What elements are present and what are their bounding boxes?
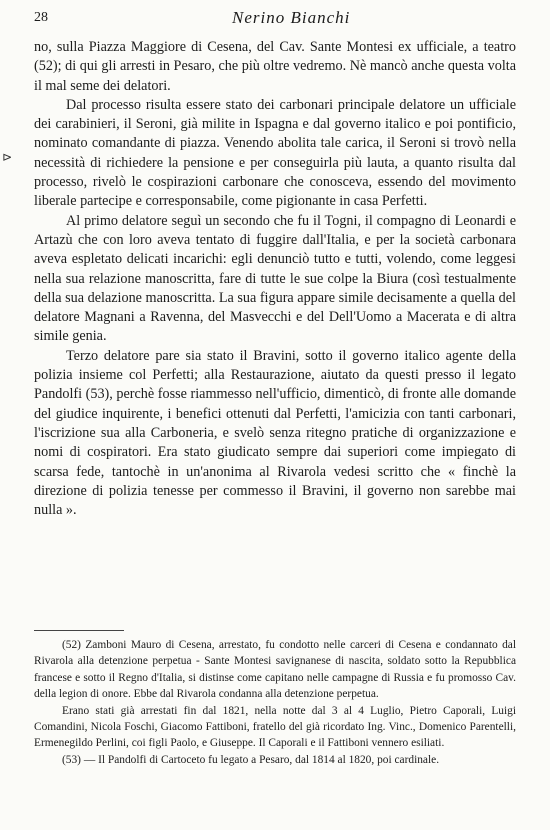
footnote-53: (53) — Il Pandolfi di Cartoceto fu legato a Pesaro, dal 1814 al 1820, poi cardinale. bbox=[62, 753, 440, 766]
margin-mark-icon: ⊳ bbox=[2, 150, 13, 164]
running-head: Nerino Bianchi bbox=[232, 8, 351, 27]
page-number: 28 bbox=[34, 10, 48, 25]
page-header bbox=[34, 4, 520, 28]
paragraph-1: no, sulla Piazza Maggiore di Cesena, del Cav. Sante Montesi ex ufficiale, a teatro (52); di qui gli arresti in Pesaro, che più oltre vedremo. Nè mancò anche questa volta il mal seme dei delatori. bbox=[34, 39, 516, 94]
paragraph-2: Dal processo risulta essere stato dei carbonari principale delatore un ufficiale dei carabinieri, il Seroni, già milite in Ispagna e dal governo italico e poi pontificio, nominato comandante di piazza. Venendo abolita tale carica, il Seroni si trovò nella necessità di richiedere la pensione e per conseguirla più lauta, a quanto risulta dal processo, rivelò le cospirazioni carbonare che conosceva, essendo del movimento liberale partecipe e corresponsabile, come pigionante in casa Perfetti. bbox=[34, 96, 516, 210]
footnote-divider bbox=[34, 630, 124, 631]
paragraph-3: Al primo delatore seguì un secondo che fu il Togni, il compagno di Leonardi e Artazù che con loro aveva tentato di fuggire dall'Italia, e per la società carbonara aveva espletato delicati incarichi: egli denunciò tutto e tutti, volendo, come leggesi nella sua relazione manoscritta, fare di tutte le sue colpe la Biura (così testualmente della sua delazione manoscritta. La sua figura appare simile decisamente a quella del delatore Magnani a Ravenna, del Masvecchi e del Dell'Uomo a Macerata e di altra simile genia. bbox=[34, 212, 516, 345]
footnote-52-continued: Erano stati già arrestati fin dal 1821, nella notte dal 3 al 4 Luglio, Pietro Caporali, Luigi Comandini, Nicola Foschi, Giacomo Fattiboni, fratello del già ricordato Ing. Vinc., Domenico Parentelli, Ermenegildo Perlini, coi figli Paolo, e Giuseppe. Il Caporali e il Fattiboni vennero esiliati. bbox=[34, 704, 516, 750]
footnotes bbox=[34, 637, 516, 768]
footnote-52: (52) Zamboni Mauro di Cesena, arrestato, fu condotto nelle carceri di Cesena e condannato dal Rivarola alla detenzione perpetua - Sante Montesi savignanese di nascita, soldato sotto la Repubblica francese e sotto il Regno d'Italia, si distinse come capitano nelle campagne di Russia e fu promosso Cav. della legion di onore. Ebbe dal Rivarola condanna alla detenzione perpetua. bbox=[34, 639, 516, 701]
paragraph-4: Terzo delatore pare sia stato il Bravini, sotto il governo italico agente della polizia insieme col Perfetti; alla Restaurazione, aiutato da questi presso il legato Pandolfi (53), perchè fosse riammesso nell'ufficio, dimenticò, di fronte alle domande del giudice inquirente, i benefici ottenuti dal Perfetti, l'amicizia con tanti carbonari, l'iscrizione sua alla Carboneria, e svelò senza ritegno pratiche di organizzazione e nomi di cospiratori. Era stato giudicato sempre dai superiori come impiegato di scarsa fede, tantochè in un'anonima al Rivarola vedesi scritto che « finchè la direzione di polizia tenesse per commesso il Bravini, il governo non sarebbe mai nulla ». bbox=[34, 347, 516, 519]
main-text bbox=[34, 38, 516, 520]
